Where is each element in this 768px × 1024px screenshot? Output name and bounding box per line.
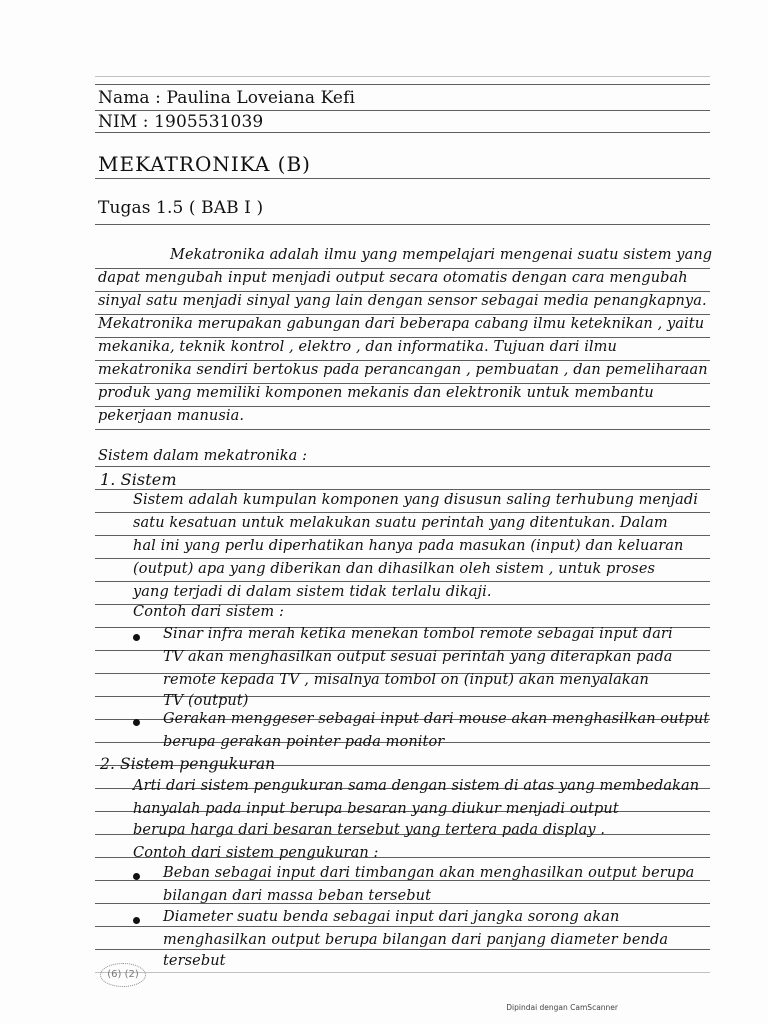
- ruled-line: [95, 268, 710, 269]
- bullet-line: remote kepada TV , misalnya tombol on (input) akan menyalakan: [163, 672, 649, 688]
- bullet-line: Diameter suatu benda sebagai input dari jangka sorong akan: [163, 909, 620, 925]
- bullet-line: TV akan menghasilkan output sesuai perintah yang diterapkan pada: [163, 649, 673, 665]
- bullet-line: berupa gerakan pointer pada monitor: [163, 734, 445, 750]
- ruled-line: [95, 178, 710, 179]
- intro-line: mekatronika sendiri bertokus pada perancangan , pembuatan , dan pemeliharaan: [98, 362, 708, 378]
- page-title: MEKATRONIKA (B): [98, 152, 311, 176]
- section-1-line: (output) apa yang diberikan dan dihasilkan oleh sistem , untuk proses: [133, 561, 656, 577]
- ruled-line: [95, 972, 710, 973]
- ruled-line: [95, 314, 710, 315]
- section-1-heading: 1. Sistem: [100, 470, 177, 489]
- bullet-line: Beban sebagai input dari timbangan akan menghasilkan output berupa: [163, 865, 695, 881]
- bullet-line: TV (output): [163, 693, 249, 709]
- bullet-icon: [133, 634, 140, 641]
- intro-line: Mekatronika adalah ilmu yang mempelajari mengenai suatu sistem yang: [170, 247, 713, 263]
- ruled-line: [95, 406, 710, 407]
- intro-line: Mekatronika merupakan gabungan dari beberapa cabang ilmu keteknikan , yaitu: [98, 316, 705, 332]
- scanner-footer: Dipindai dengan CamScanner: [506, 1003, 618, 1012]
- bullet-line: Gerakan menggeser sebagai input dari mouse akan menghasilkan output: [163, 711, 710, 727]
- ruled-line: [95, 489, 710, 490]
- intro-line: mekanika, teknik kontrol , elektro , dan informatika. Tujuan dari ilmu: [98, 339, 617, 355]
- ruled-line: [95, 429, 710, 430]
- ruled-line: [95, 383, 710, 384]
- intro-line: pekerjaan manusia.: [98, 408, 245, 424]
- ruled-line: [95, 581, 710, 582]
- section-2-example-heading: Contoh dari sistem pengukuran :: [133, 845, 379, 861]
- bullet-line: bilangan dari massa beban tersebut: [163, 888, 431, 904]
- ruled-line: [95, 110, 710, 111]
- ruled-line: [95, 360, 710, 361]
- intro-line: sinyal satu menjadi sinyal yang lain dengan sensor sebagai media penangkapnya.: [98, 293, 707, 309]
- bullet-icon: [133, 873, 140, 880]
- ruled-line: [95, 949, 710, 950]
- ruled-line: [95, 926, 710, 927]
- ruled-line: [95, 558, 710, 559]
- bullet-line: menghasilkan output berupa bilangan dari panjang diameter benda: [163, 932, 669, 948]
- section-2-heading: 2. Sistem pengukuran: [100, 755, 276, 773]
- section-2-line: berupa harga dari besaran tersebut yang tertera pada display .: [133, 822, 606, 838]
- bullet-line: tersebut: [163, 953, 226, 969]
- intro-line: dapat mengubah input menjadi output secara otomatis dengan cara mengubah: [98, 270, 688, 286]
- page-number-stamp: (6) (2): [100, 963, 146, 987]
- bullet-icon: [133, 719, 140, 726]
- ruled-line: [95, 466, 710, 467]
- section-heading: Sistem dalam mekatronika :: [98, 448, 308, 464]
- ruled-line: [95, 132, 710, 133]
- section-1-line: hal ini yang perlu diperhatikan hanya pada masukan (input) dan keluaran: [133, 538, 684, 554]
- section-1-line: Sistem adalah kumpulan komponen yang disusun saling terhubung menjadi: [133, 492, 699, 508]
- ruled-line: [95, 535, 710, 536]
- ruled-line: [95, 291, 710, 292]
- bullet-line: Sinar infra merah ketika menekan tombol remote sebagai input dari: [163, 626, 673, 642]
- ruled-line: [95, 337, 710, 338]
- ruled-line: [95, 224, 710, 225]
- section-1-example-heading: Contoh dari sistem :: [133, 604, 284, 620]
- student-nim: NIM : 1905531039: [98, 112, 264, 132]
- section-1-line: satu kesatuan untuk melakukan suatu perintah yang ditentukan. Dalam: [133, 515, 668, 531]
- section-1-line: yang terjadi di dalam sistem tidak terlalu dikaji.: [133, 584, 492, 600]
- assignment-label: Tugas 1.5 ( BAB I ): [98, 198, 264, 218]
- bullet-icon: [133, 917, 140, 924]
- section-2-line: hanyalah pada input berupa besaran yang diukur menjadi output: [133, 801, 619, 817]
- section-2-line: Arti dari sistem pengukuran sama dengan sistem di atas yang membedakan: [133, 778, 700, 794]
- intro-line: produk yang memiliki komponen mekanis dan elektronik untuk membantu: [98, 385, 654, 401]
- student-name: Nama : Paulina Loveiana Kefi: [98, 88, 356, 108]
- ruled-line: [95, 84, 710, 85]
- ruled-line: [95, 512, 710, 513]
- ruled-line: [95, 76, 710, 77]
